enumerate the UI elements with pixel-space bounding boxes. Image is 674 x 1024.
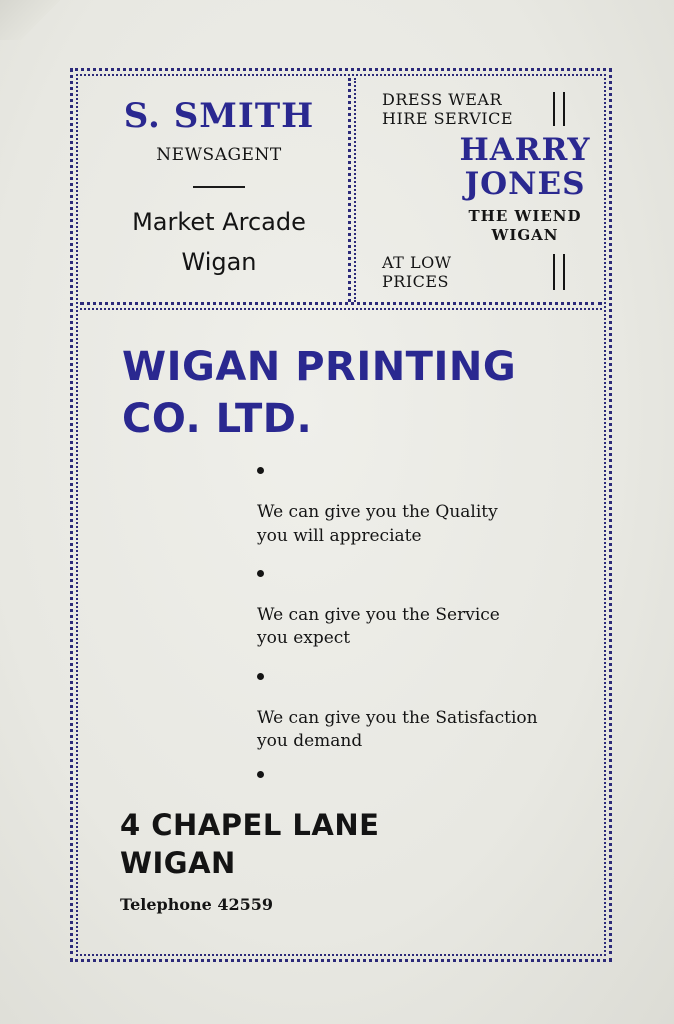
smith-address-line2: Wigan <box>181 248 257 276</box>
smith-trade: NEWSAGENT <box>156 145 282 165</box>
bullet-icon <box>257 673 264 680</box>
claim-service-line2: you expect <box>257 628 351 648</box>
bullet-icon <box>257 570 264 577</box>
printing-address-line1: 4 CHAPEL LANE <box>120 808 380 842</box>
horizontal-divider-inner <box>80 308 602 310</box>
jones-price-line2: PRICES <box>382 272 450 291</box>
smith-rule <box>193 186 245 188</box>
claim-quality-line1: We can give you the Quality <box>257 502 498 522</box>
printing-name-line2: CO. LTD. <box>122 396 313 442</box>
smith-address-line1: Market Arcade <box>132 208 306 236</box>
smith-name: S. SMITH <box>123 96 315 136</box>
printing-address-line2: WIGAN <box>120 846 236 880</box>
vertical-divider-inner <box>354 78 356 302</box>
printing-telephone: Telephone 42559 <box>120 895 274 914</box>
jones-name-line1: HARRY <box>459 132 591 168</box>
bullet-icon <box>257 467 264 474</box>
jones-tag-line2: HIRE SERVICE <box>382 109 513 128</box>
double-bar-ornament-lower <box>553 254 565 290</box>
folded-corner <box>0 0 60 40</box>
jones-address-line2: WIGAN <box>491 226 559 244</box>
jones-price-line1: AT LOW <box>382 253 452 272</box>
jones-tag-line1: DRESS WEAR <box>382 90 503 109</box>
double-bar-ornament <box>553 92 565 126</box>
bullet-icon <box>257 771 264 778</box>
claim-quality-line2: you will appreciate <box>257 526 422 546</box>
printing-name-line1: WIGAN PRINTING <box>122 344 517 390</box>
claim-service-line1: We can give you the Service <box>257 605 500 625</box>
claim-satisfaction-line1: We can give you the Satisfaction <box>257 708 538 728</box>
horizontal-divider <box>80 302 602 305</box>
jones-address-line1: THE WIEND <box>468 207 582 225</box>
claim-satisfaction-line2: you demand <box>257 731 363 751</box>
vertical-divider <box>348 78 351 302</box>
jones-name-line2: JONES <box>464 166 586 202</box>
